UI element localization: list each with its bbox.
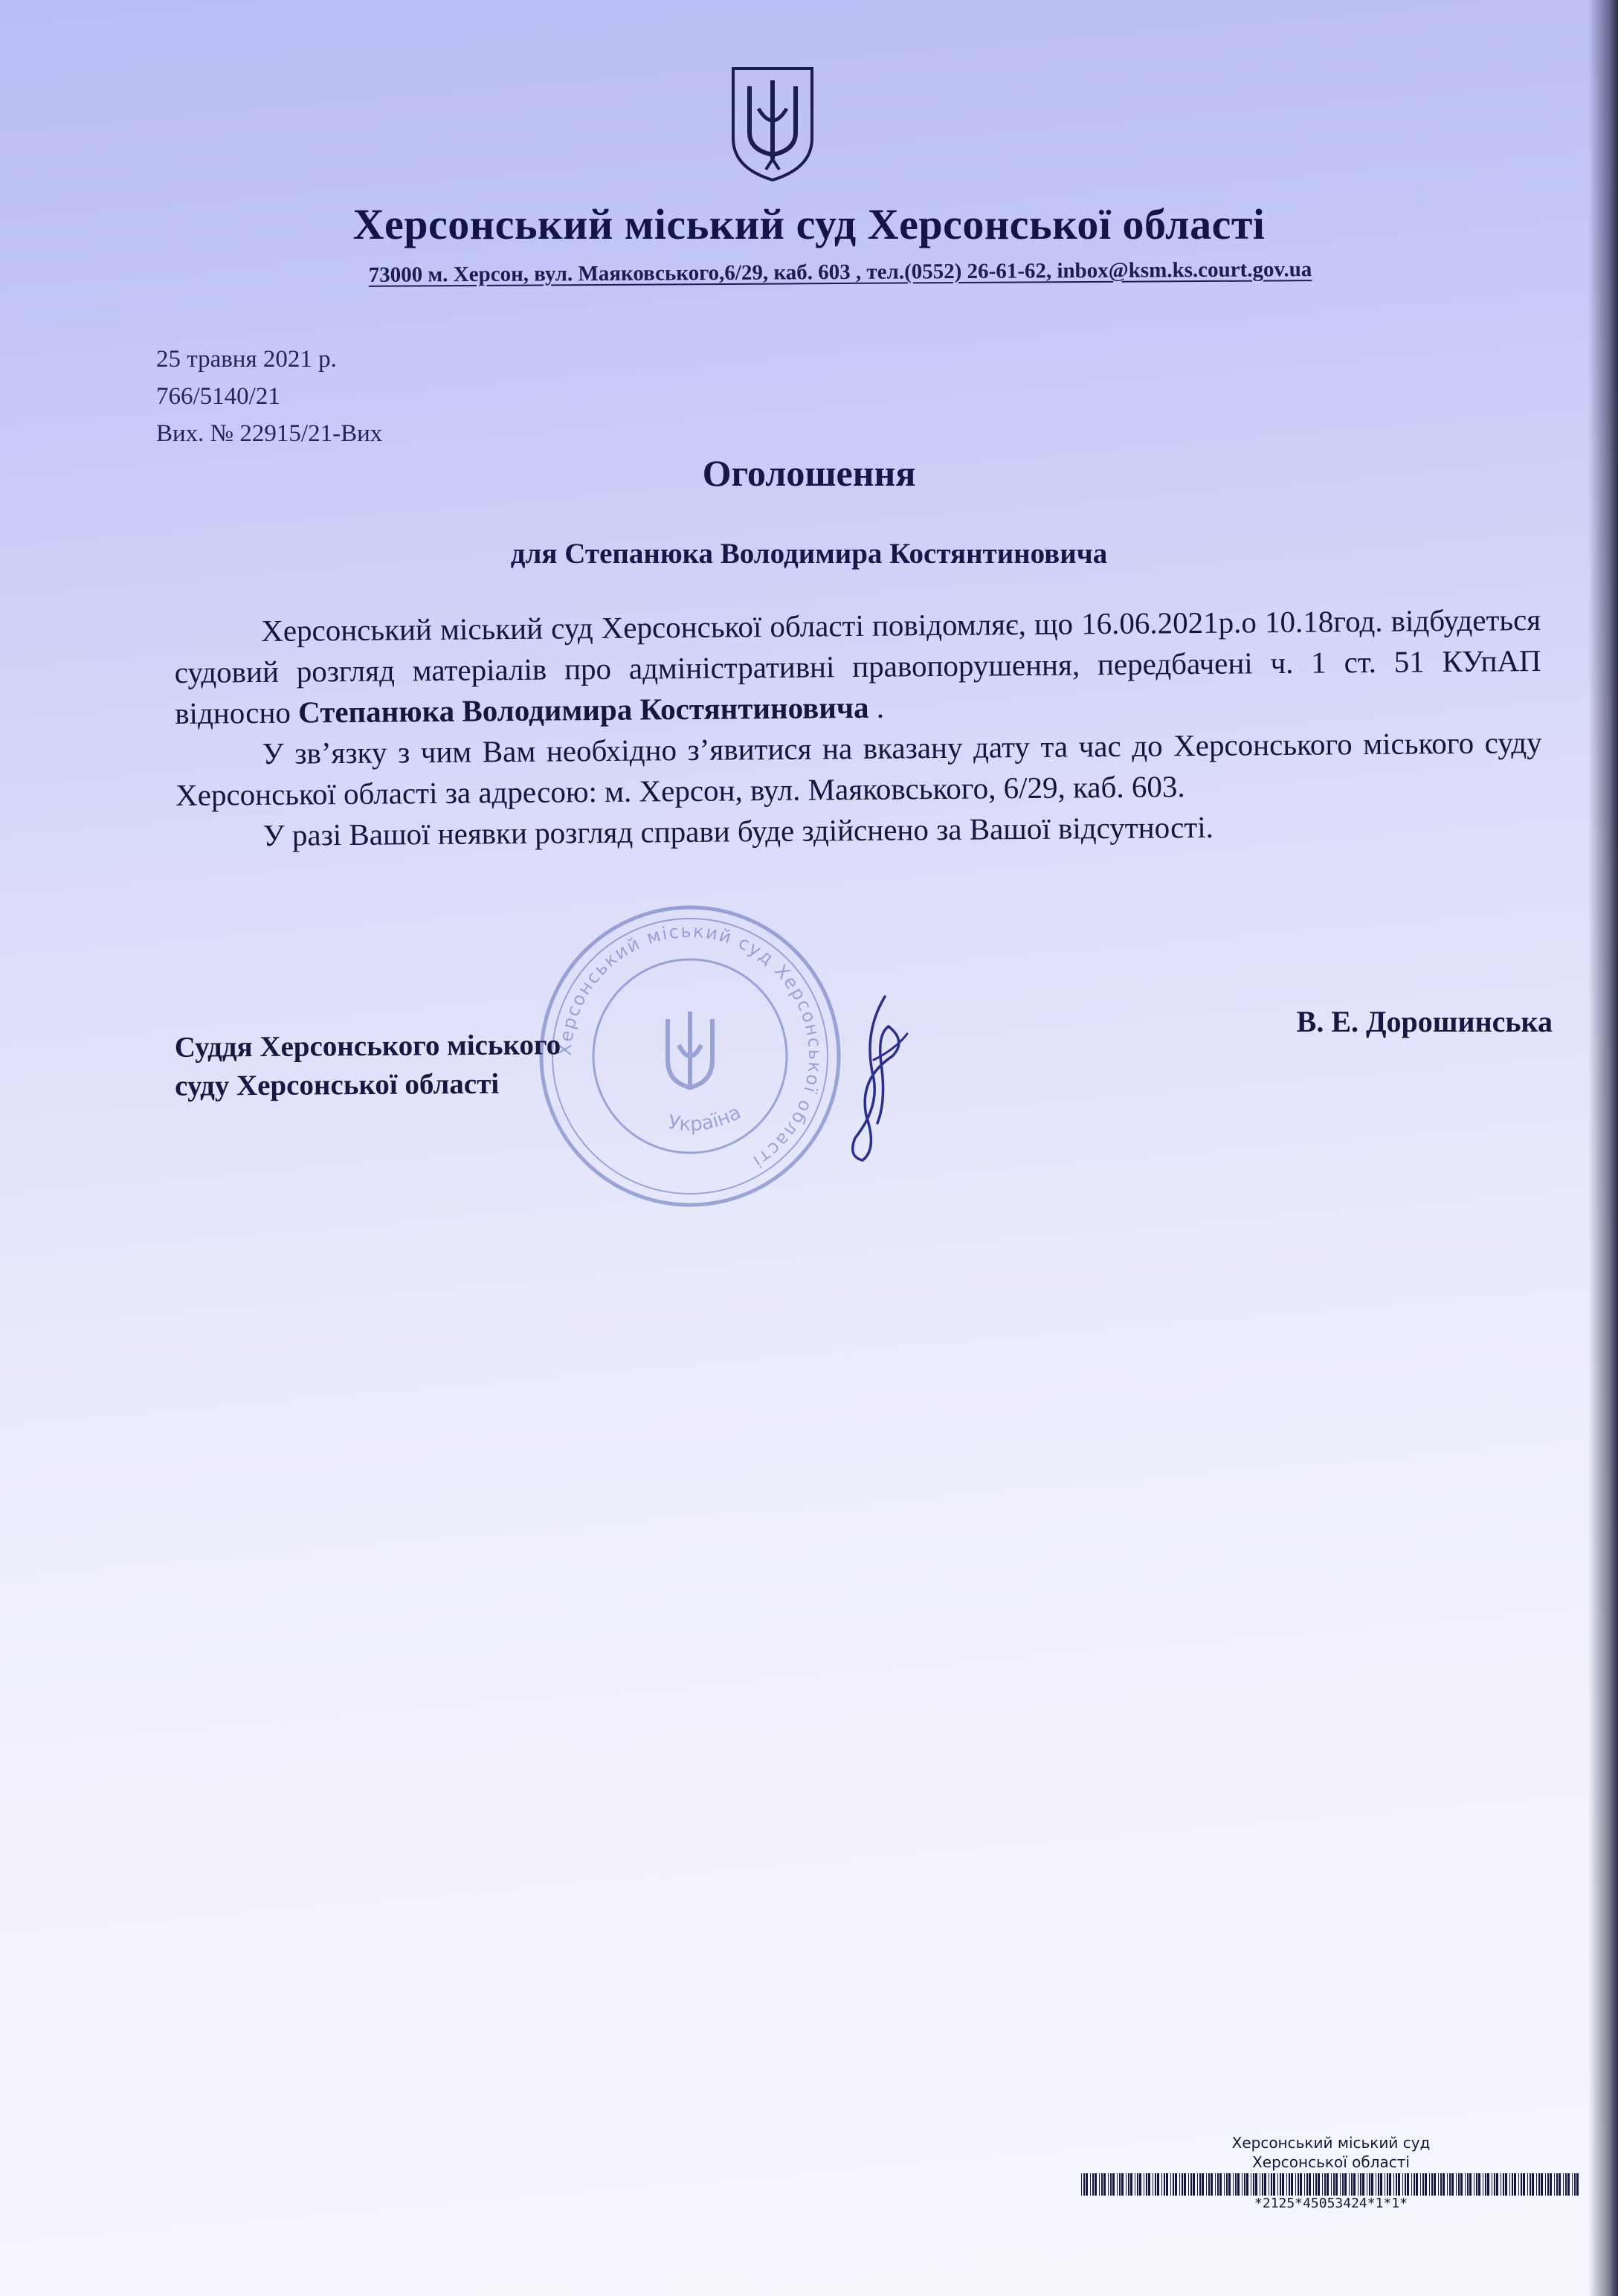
- paper-edge-shadow: [1588, 0, 1618, 2296]
- court-address: 73000 м. Херсон, вул. Маяковського,6/29, каб. 603 , тел.(0552) 26-61-62, inbox@ksm.ks.court.gov.ua: [368, 257, 1312, 287]
- paragraph-hearing: [174, 599, 1541, 734]
- barcode-number: *2125*45053424*1*1*: [1254, 2196, 1408, 2211]
- document-meta: [156, 341, 382, 452]
- person-name: Степанюка Володимира Костянтиновича: [297, 689, 869, 730]
- signer-role-line2: суду Херсонської області: [175, 1067, 500, 1102]
- paragraph-appear: У зв’язку з чим Вам необхідно з’явитися на вказану дату та час до Херсонського міського суду Херсонської області за адресою: м. Херсон, вул. Маяковського, 6/29, каб. 603.: [175, 724, 1542, 812]
- notice-body: [174, 599, 1543, 857]
- barcode-org-line2: Херсонської області: [1252, 2153, 1410, 2171]
- court-seal-stamp: [534, 900, 846, 1212]
- outgoing-number: Вих. № 22915/21-Вих: [156, 420, 383, 447]
- case-number: 766/5140/21: [156, 383, 280, 410]
- addressee: для Степанюка Володимира Костянтиновича: [510, 538, 1108, 570]
- signer-role-line1: Суддя Херсонського міського: [174, 1029, 561, 1064]
- document-date: 25 травня 2021 р.: [156, 346, 337, 373]
- court-name: Херсонський міський суд Херсонської області: [352, 200, 1266, 248]
- svg-text:Україна: [666, 1102, 744, 1136]
- barcode-block: [1078, 2133, 1584, 2212]
- stamp-ring-text: Херсонський міський суд Херсонської області: [554, 920, 826, 1173]
- document-title: Оголошення: [702, 452, 916, 494]
- barcode-org-line1: Херсонський міський суд: [1231, 2134, 1431, 2152]
- trident-emblem-icon: [729, 64, 816, 183]
- signature-mark: [833, 989, 922, 1168]
- signer-name: В. Е. Дорошинська: [1296, 1005, 1553, 1038]
- paragraph-absence: У разі Вашої неявки розгляд справи буде здійснено за Вашої відсутності.: [262, 809, 1214, 852]
- paragraph-hearing-text: Херсонський міський суд Херсонської області повідомляє, що 16.06.2021р.о 10.18год. відбудеться судовий розгляд матеріалів про адміністративні правопорушення, передбачені ч. 1 ст. 51 КУпАП відносно: [174, 602, 1541, 730]
- stamp-country: Україна: [666, 1101, 745, 1136]
- signer-role: [175, 1026, 561, 1106]
- barcode-image: [1078, 2173, 1584, 2196]
- paragraph-hearing-end: .: [868, 689, 885, 724]
